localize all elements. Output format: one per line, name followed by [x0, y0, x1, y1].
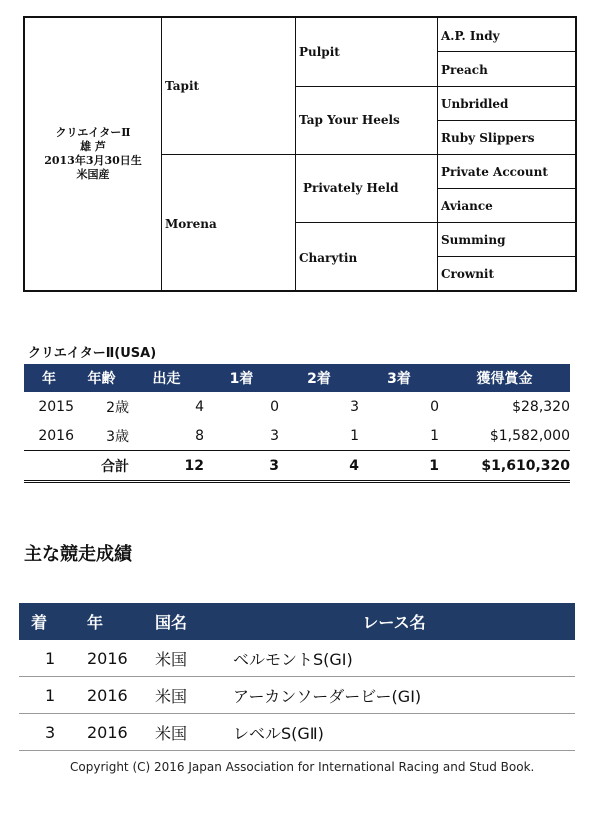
record-year: 2016	[38, 427, 74, 444]
gen4-ancestor: Aviance	[441, 199, 493, 213]
record-seconds: 1	[350, 427, 359, 444]
results-header: 着	[19, 603, 75, 640]
record-starts: 8	[195, 427, 204, 444]
record-total-wins: 3	[204, 451, 279, 482]
sire-dam-name: Tap Your Heels	[299, 113, 400, 127]
record-table	[24, 364, 570, 483]
record-total-row	[24, 451, 570, 482]
result-country: 米国	[145, 714, 213, 751]
record-earnings: $1,582,000	[489, 427, 570, 444]
result-race-name: レベルS(GⅡ)	[213, 714, 575, 751]
record-thirds: 1	[430, 427, 439, 444]
results-header: 年	[75, 603, 145, 640]
result-place: 3	[19, 714, 75, 751]
dam-dam-name: Charytin	[299, 251, 358, 265]
results-header: 国名	[145, 603, 213, 640]
pedigree-divider	[161, 154, 575, 155]
pedigree-divider	[437, 256, 575, 257]
gen4-ancestor: Crownit	[441, 267, 495, 281]
gen4-ancestor: Summing	[441, 233, 506, 247]
copyright-text: Copyright (C) 2016 Japan Association for International Racing and Stud Book.	[70, 760, 535, 774]
record-total-seconds: 4	[279, 451, 359, 482]
table-row	[19, 714, 575, 751]
result-race-name: アーカンソーダービー(GⅠ)	[213, 677, 575, 714]
horse-info	[25, 18, 161, 290]
result-country: 米国	[145, 677, 213, 714]
record-header: 3着	[359, 364, 439, 392]
record-header: 年齢	[74, 364, 129, 392]
record-header: 出走	[129, 364, 204, 392]
pedigree-divider	[437, 51, 575, 52]
record-total-spacer	[24, 451, 74, 482]
result-year: 2016	[75, 640, 145, 677]
record-total-thirds: 1	[359, 451, 439, 482]
table-row	[19, 677, 575, 714]
pedigree-divider	[295, 86, 575, 87]
results-title: 主な競走成績	[24, 544, 132, 565]
result-place: 1	[19, 677, 75, 714]
gen4-ancestor: Preach	[441, 63, 488, 77]
result-year: 2016	[75, 714, 145, 751]
horse-origin: 米国産	[76, 168, 110, 181]
record-thirds: 0	[430, 398, 439, 415]
record-title: クリエイターⅡ(USA)	[28, 346, 157, 361]
table-row	[24, 421, 570, 451]
sire-sire-name: Pulpit	[299, 45, 340, 59]
record-seconds: 3	[350, 398, 359, 415]
record-header: 2着	[279, 364, 359, 392]
horse-sex-color: 雄 芦	[80, 140, 106, 153]
record-age: 3歳	[106, 428, 129, 445]
dam-name: Morena	[165, 217, 217, 231]
result-year: 2016	[75, 677, 145, 714]
result-country: 米国	[145, 640, 213, 677]
results-header: レース名	[213, 603, 575, 640]
record-year: 2015	[38, 398, 74, 415]
record-age: 2歳	[106, 399, 129, 416]
pedigree-divider	[295, 222, 575, 223]
table-row	[19, 640, 575, 677]
pedigree-table	[23, 16, 577, 292]
gen4-ancestor: Unbridled	[441, 97, 509, 111]
result-place: 1	[19, 640, 75, 677]
record-earnings: $28,320	[512, 398, 570, 415]
record-total-label: 合計	[74, 451, 129, 482]
record-header: 1着	[204, 364, 279, 392]
record-wins: 3	[270, 427, 279, 444]
horse-name: クリエイターⅡ	[55, 126, 131, 139]
results-header-row	[19, 603, 575, 640]
gen4-ancestor: Ruby Slippers	[441, 131, 535, 145]
gen4-ancestor: Private Account	[441, 165, 548, 179]
sire-name: Tapit	[165, 79, 200, 93]
record-header-row	[24, 364, 570, 392]
results-table	[19, 603, 575, 751]
pedigree-divider	[437, 120, 575, 121]
pedigree-divider	[437, 188, 575, 189]
horse-birth: 2013年3月30日生	[44, 154, 142, 167]
record-header: 獲得賞金	[439, 364, 570, 392]
dam-sire-name: Privately Held	[303, 181, 399, 195]
result-race-name: ベルモントS(GⅠ)	[213, 640, 575, 677]
record-total-earnings: $1,610,320	[439, 451, 570, 482]
record-starts: 4	[195, 398, 204, 415]
gen4-ancestor: A.P. Indy	[441, 29, 500, 43]
record-wins: 0	[270, 398, 279, 415]
table-row	[24, 392, 570, 421]
record-header: 年	[24, 364, 74, 392]
record-total-starts: 12	[129, 451, 204, 482]
